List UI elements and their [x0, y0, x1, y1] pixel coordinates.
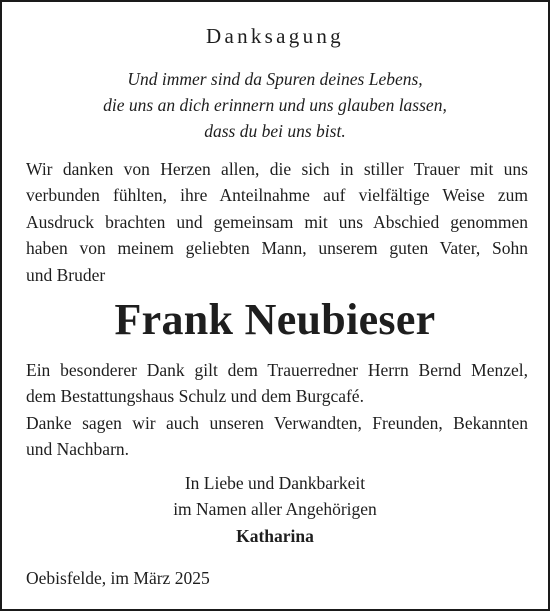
signature: Katharina [236, 525, 314, 546]
paragraph-line: verbunden fühlten, ihre Anteilnahme auf vielfältige Weise zum [26, 185, 528, 206]
closing-line: im Namen aller Angehörigen [173, 499, 377, 520]
paragraph-line: haben von meinem geliebten Mann, unserem guten Vater, Sohn [26, 238, 528, 259]
poem-line: dass du bei uns bist. [204, 121, 346, 141]
poem-verse [2, 66, 548, 144]
paragraph-line: Ausdruck brachten und gemeinsam mit uns Abschied genommen [26, 211, 528, 232]
heading: Danksagung [206, 24, 344, 48]
poem-line: die uns an dich erinnern und uns glauben lassen, [103, 95, 447, 115]
thanks-paragraph [26, 156, 528, 288]
closing-block [2, 470, 548, 549]
paragraph-line: und Bruder [26, 264, 106, 285]
closing-line: In Liebe und Dankbarkeit [184, 473, 366, 493]
paragraph-line: Danke sagen wir auch unseren Verwandten, Freunden, Bekannten [26, 412, 528, 433]
special-thanks-paragraph [26, 357, 528, 463]
place-date: Oebisfelde, im März 2025 [26, 568, 210, 588]
paragraph-line: dem Bestattungshaus Schulz und dem Burgcafé. [26, 386, 364, 407]
paragraph-line: und Nachbarn. [26, 439, 130, 460]
paragraph-line: Ein besonderer Dank gilt dem Trauerredner Herrn Bernd Menzel, [26, 360, 528, 380]
poem-line: Und immer sind da Spuren deines Lebens, [127, 69, 423, 89]
paragraph-line: Wir danken von Herzen allen, die sich in stiller Trauer mit uns [26, 159, 528, 179]
deceased-name: Frank Neubieser [114, 295, 436, 344]
